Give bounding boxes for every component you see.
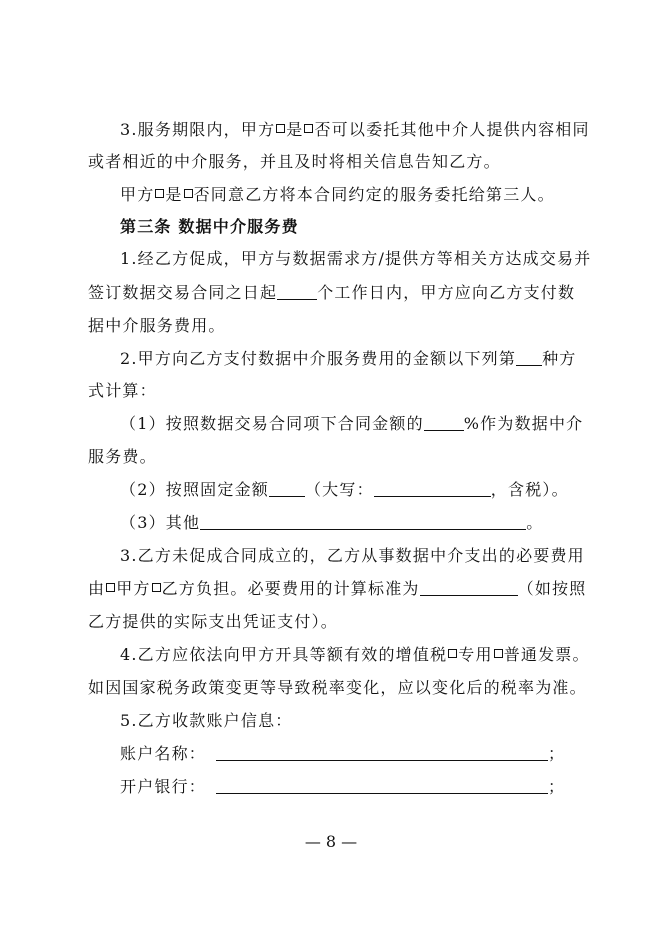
clause3-title: 第三条 数据中介服务费	[120, 217, 299, 236]
checkbox-icon[interactable]	[276, 124, 285, 133]
clause2-delegate-yes: 是	[165, 185, 183, 204]
account-name-end-mark: ；	[548, 744, 566, 763]
checkbox-icon[interactable]	[494, 649, 503, 658]
clause3-item1-line2	[88, 283, 575, 303]
clause2-item3-line1	[120, 120, 590, 140]
clause3-item2-line1	[120, 349, 576, 369]
option1-text-a: （1）按照数据交易合同项下合同金额的	[120, 414, 424, 433]
clause3-item1-text-b: 个工作日内，甲方应向乙方支付数	[317, 283, 576, 302]
bank-label: 开户银行：	[120, 777, 207, 796]
clause2-item3-yes: 是	[286, 120, 304, 139]
clause2-item3-text-a: 3.服务期限内，甲方	[120, 120, 276, 139]
clause3-item3-line1: 3.乙方未促成合同成立的，乙方从事数据中介支出的必要费用	[120, 546, 585, 565]
item4-special-invoice: 专用	[458, 645, 493, 664]
page-number: — 8 —	[304, 832, 358, 851]
bank-row	[120, 777, 565, 797]
amount-in-words-blank-field[interactable]	[374, 482, 491, 497]
checkbox-icon[interactable]	[448, 649, 457, 658]
clause3-item3-line3: 乙方提供的实际支出凭证支付）。	[88, 612, 339, 631]
other-method-blank-field[interactable]	[200, 515, 526, 530]
checkbox-icon[interactable]	[184, 189, 193, 198]
clause3-item4-line1	[120, 645, 590, 665]
option1-text-b: %作为数据中介	[463, 414, 584, 433]
item3-text-a: 由	[88, 579, 106, 598]
clause3-item1-line1: 1.经乙方促成，甲方与数据需求方/提供方等相关方达成交易并	[120, 249, 592, 268]
clause3-item1-text-a: 签订数据交易合同之日起	[88, 283, 278, 302]
bank-end-mark: ；	[548, 777, 566, 796]
clause3-item2-text-b: 种方	[542, 349, 577, 368]
option2-text-a: （2）按照固定金额	[120, 480, 269, 499]
bank-blank-field[interactable]	[216, 779, 548, 794]
clause3-item2-line2: 式计算：	[88, 381, 157, 400]
account-name-blank-field[interactable]	[216, 746, 548, 761]
clause3-item2-option2	[120, 480, 569, 500]
workdays-blank-field[interactable]	[277, 285, 317, 300]
clause2-item3-line2: 或者相近的中介服务，并且及时将相关信息告知乙方。	[88, 152, 501, 171]
clause3-item4-line2: 如因国家税务政策变更等导致税率变化，应以变化后的税率为准。	[88, 678, 587, 697]
checkbox-icon[interactable]	[304, 124, 313, 133]
clause3-item2-option3	[120, 513, 543, 533]
clause2-item3-text-b: 否可以委托其他中介人提供内容相同	[314, 120, 590, 139]
account-name-label: 账户名称：	[120, 744, 207, 763]
method-number-blank-field[interactable]	[516, 351, 542, 366]
item3-text-c: （如按照	[517, 579, 587, 598]
cost-standard-blank-field[interactable]	[420, 581, 518, 596]
clause3-item2-text-a: 2.甲方向乙方支付数据中介服务费用的金额以下列第	[120, 349, 517, 368]
percentage-blank-field[interactable]	[424, 416, 464, 431]
item3-text-b: 乙方负担。必要费用的计算标准为	[161, 579, 420, 598]
option3-text-b: 。	[526, 513, 544, 532]
clause3-item1-line3: 据中介服务费用。	[88, 316, 226, 335]
option2-text-b: （大写：	[304, 480, 374, 499]
item3-party-a: 甲方	[116, 579, 151, 598]
checkbox-icon[interactable]	[155, 189, 164, 198]
clause3-item5-line1: 5.乙方收款账户信息：	[120, 711, 293, 730]
account-name-row	[120, 744, 565, 764]
item4-normal-invoice: 普通发票。	[503, 645, 590, 664]
option2-text-c: ，含税）。	[490, 480, 569, 499]
clause2-delegate-text-b: 否同意乙方将本合同约定的服务委托给第三人。	[193, 185, 555, 204]
option3-text-a: （3）其他	[120, 513, 201, 532]
clause2-delegate-text-a: 甲方	[120, 185, 155, 204]
checkbox-icon[interactable]	[106, 583, 115, 592]
clause3-item2-option1-line2: 服务费。	[88, 447, 157, 466]
item4-text-a: 4.乙方应依法向甲方开具等额有效的增值税	[120, 645, 448, 664]
clause3-item2-option1	[120, 414, 583, 434]
clause3-item3-line2	[88, 579, 586, 599]
fixed-amount-blank-field[interactable]	[269, 482, 305, 497]
clause2-delegate-line	[120, 185, 555, 205]
checkbox-icon[interactable]	[152, 583, 161, 592]
